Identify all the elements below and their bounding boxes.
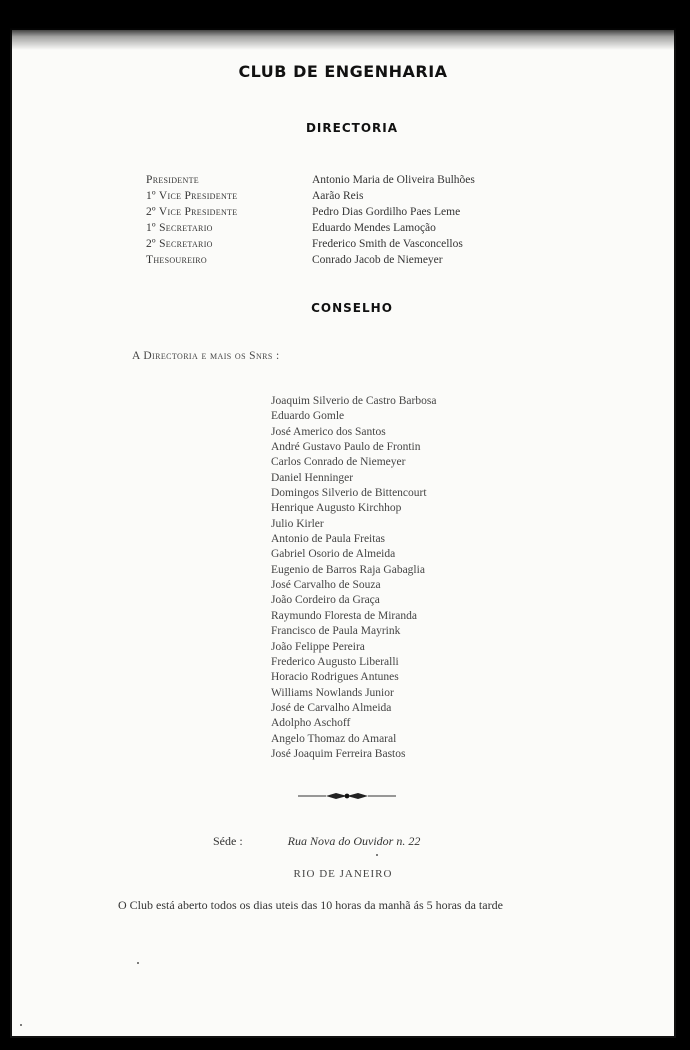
directoria-row [146,204,475,220]
board-name: Frederico Smith de Vasconcellos [312,238,463,250]
council-member: Adolpho Aschoff [271,717,351,730]
ink-speck [20,1024,22,1026]
directoria-heading: DIRECTORIA [305,121,399,135]
council-member: Raymundo Floresta de Miranda [271,609,417,622]
council-member: Carlos Conrado de Niemeyer [271,456,406,469]
board-name: Aarão Reis [312,190,364,202]
conselho-heading: CONSELHO [311,301,393,315]
council-member: Francisco de Paula Mayrink [271,625,401,638]
council-member: Joaquim Silverio de Castro Barbosa [271,395,437,407]
council-member: José Americo dos Santos [271,425,386,438]
council-member: Julio Kirler [271,517,324,530]
conselho-intro: A Directoria e mais os Snrs : [132,350,280,362]
board-role: Thesoureiro [146,254,207,266]
directoria-row [146,252,475,268]
council-member: Henrique Augusto Kirchhop [271,502,402,515]
council-member: João Cordeiro da Graça [271,594,380,607]
council-member: João Felippe Pereira [271,640,365,653]
council-member: Williams Nowlands Junior [271,686,394,699]
club-seat [213,834,420,849]
ink-speck [137,962,139,964]
council-member: Domingos Silverio de Bittencourt [271,487,427,500]
council-member: Horacio Rodrigues Antunes [271,671,399,684]
council-member: Frederico Augusto Liberalli [271,655,399,668]
council-member: José Joaquim Ferreira Bastos [271,747,406,760]
council-member: Angelo Thomaz do Amaral [271,732,397,745]
council-member: Eduardo Gomle [271,410,345,423]
board-role: Presidente [146,174,199,186]
seat-label: Séde : [213,834,243,848]
city-name: RIO DE JANEIRO [293,868,393,880]
document-title: CLUB DE ENGENHARIA [238,62,448,81]
directoria-list [146,172,475,268]
council-member: Daniel Henninger [271,471,354,484]
directoria-row [146,236,475,252]
directoria-row [146,172,475,188]
board-name: Eduardo Mendes Lamoção [312,222,436,234]
council-member: Antonio de Paula Freitas [271,533,386,546]
board-role: 1º Vice Presidente [146,190,238,202]
council-member: André Gustavo Paulo de Frontin [271,441,421,454]
board-role: 1º Secretario [146,222,213,234]
seat-address: Rua Nova do Ouvidor n. 22 [287,834,421,848]
council-member: José Carvalho de Souza [271,579,381,592]
council-member: Eugenio de Barros Raja Gabaglia [271,563,425,576]
directoria-row [146,188,475,204]
board-name: Conrado Jacob de Niemeyer [312,254,443,266]
board-role: 2º Vice Presidente [146,206,238,218]
opening-hours: O Club está aberto todos os dias uteis das 10 horas da manhã ás 5 horas da tarde [118,898,503,912]
board-name: Pedro Dias Gordilho Paes Leme [312,206,461,218]
directoria-row [146,220,475,236]
ink-speck [376,854,378,856]
ornament-divider-icon [296,790,398,802]
conselho-list [271,394,436,762]
council-member: Gabriel Osorio de Almeida [271,548,396,561]
document-page [10,28,676,1038]
council-member: José de Carvalho Almeida [271,701,392,714]
board-name: Antonio Maria de Oliveira Bulhões [312,174,475,186]
board-role: 2º Secretario [146,238,213,250]
